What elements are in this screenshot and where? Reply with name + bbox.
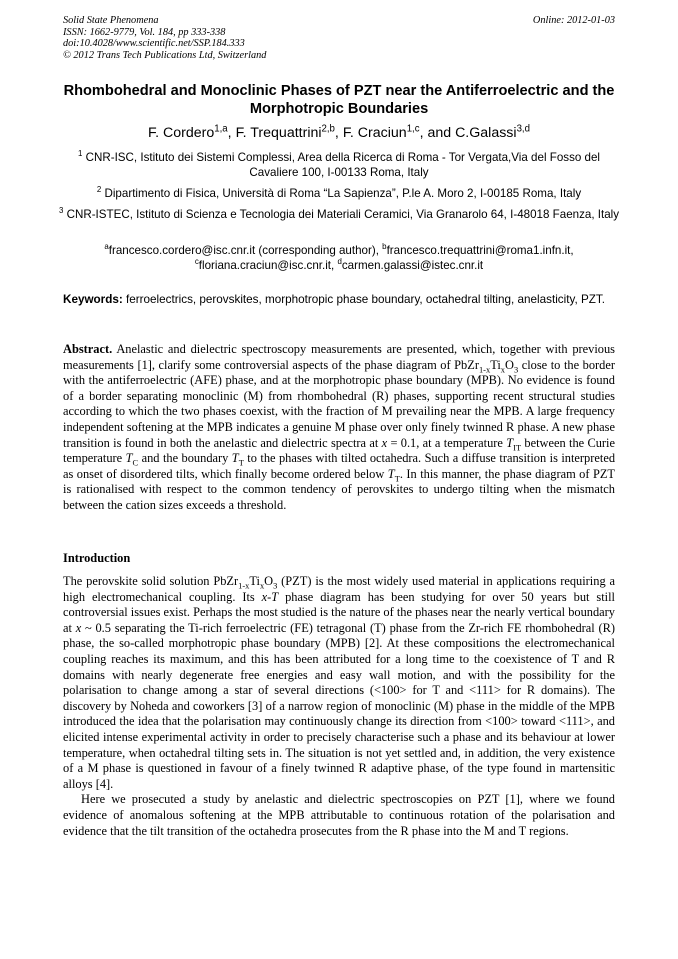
formula-sub: x	[259, 580, 265, 591]
paragraph	[63, 574, 615, 792]
doi-line[interactable]: doi:10.4028/www.scientific.net/SSP.184.333	[63, 38, 245, 50]
introduction-section	[63, 574, 615, 839]
affiliation-text: CNR-ISTEC, Istituto di Scienza e Tecnologia dei Materiali Ceramici, Via Granarolo 64, I-48018 Faenza, Italy	[66, 208, 620, 221]
formula-part: Ti	[490, 357, 501, 372]
author-affil-sup: 1,c	[406, 123, 420, 135]
email-sup: c	[194, 257, 199, 267]
abstract-text: and the boundary	[138, 451, 232, 466]
abstract-section	[63, 342, 615, 514]
keywords-section	[63, 292, 615, 307]
body-text: The perovskite solid solution PbZr	[63, 574, 239, 588]
abstract-text: between the Curie temperature	[63, 435, 615, 466]
author-name: C.Galassi	[455, 125, 517, 141]
paragraph: Here we prosecuted a study by anelastic and dielectric spectroscopies on PZT [1], where we found evidence of anomalous softening at the MPB attributable to continuous rotation of the polarisation and evidence that the tilt transition of the octahedra prosecutes from the R phase into the M and T regions.	[63, 792, 615, 838]
journal-header	[63, 15, 266, 61]
affiliation-3	[58, 207, 620, 222]
email-sup: b	[382, 242, 387, 252]
formula-sub: 1-x	[238, 580, 250, 591]
keywords-text: ferroelectrics, perovskites, morphotropic phase boundary, octahedral tilting, anelasticity, PZT.	[126, 293, 605, 306]
math-sub: T	[238, 457, 244, 468]
formula-part: O	[264, 574, 274, 588]
issn-line: ISSN: 1662-9779, Vol. 184, pp 333-338	[63, 26, 226, 38]
email-sup: d	[337, 257, 342, 267]
math-sub: IT	[513, 442, 522, 453]
abstract-text: . In this manner, the phase diagram of PZT is rationalised with respect to the common tendency of perovskites to undergo tilting when the mismatch between the cation sizes exceeds a threshold.	[63, 466, 615, 512]
formula-sub: 3	[273, 580, 278, 591]
abstract-text: close to the border with the antiferroelectric (AFE) phase, and at the morphotropic phase boundary (MPB). No evidence is found of a border separating monoclinic (M) from rhombohedral (R) phases, supporting recent structural studies according to which the two phases coexist, with the fraction of M prevailing near the MPB. A large frequency independent softening at the MPB indicates a genuine M phase over only finely twinned R phase. A new phase transition is found in both the anelastic and dielectric spectra at	[63, 357, 615, 450]
body-text: ~ 0.5 separating the Ti-rich ferroelectric (FE) tetragonal (T) phase from the Zr-rich FE rhombohedral (R) phase, the so-called morphotropic phase boundary (MPB) [2]. At these compositions the electromechanical coupling reaches its maximum, and this has been attributed for a long time to the coexistence of T and R domains with nearly degenerate free energies and easy wall motion, and with the possibility for the polarisation to change among a star of several directions (<100> for T and <111> for R domains). The discovery by Noheda and coworkers [3] of a narrow region of monoclinic (M) phase in the middle of the MPB introduced the idea that the polarisation may continuously change its direction from <100> toward <111>, and elicited intense experimental activity in order to precisely characterise such a phase and its behaviour at lower temperature, when octahedral tilting sets in. The situation is not yet settled and, in addition, the very existence of a M phase is questioned in favour of a finely twinned R adaptive phase, of the type found in martensitic alloys [4].	[63, 620, 616, 791]
email-link[interactable]: floriana.craciun@isc.cnr.it,	[198, 259, 338, 272]
formula-sub: 1-x	[478, 364, 491, 375]
affiliation-2	[58, 186, 620, 201]
author-separator: ,	[227, 125, 236, 141]
abstract-text: Anelastic and dielectric spectroscopy measurements are presented, which, together with previous measurements [1], clarify some controversial aspects of the phase diagram of PbZr	[63, 342, 616, 372]
math-var: x	[381, 435, 388, 450]
keywords-label: Keywords:	[63, 293, 123, 306]
affiliation-1	[58, 150, 620, 180]
abstract-text: = 0.1, at a temperature	[387, 435, 507, 450]
math-sub: T	[394, 473, 400, 484]
formula-part: Ti	[249, 574, 260, 588]
math-var: x-T	[261, 589, 279, 604]
author-list	[55, 124, 623, 142]
affiliation-text: CNR-ISC, Istituto dei Sistemi Complessi, Area della Ricerca di Roma - Tor Vergata,Via del Fosso del Cavaliere 100, I-00133 Roma, Italy	[85, 151, 601, 179]
math-var: T	[125, 451, 133, 466]
journal-name: Solid State Phenomena	[63, 15, 159, 26]
affiliation-number: 3	[58, 206, 64, 216]
abstract-text: to the phases with tilted octahedra. Such a diffuse transition is interpreted as onset of disordered tilts, which finally become ordered below	[63, 451, 616, 481]
email-sup: a	[104, 242, 109, 252]
formula-part: O	[504, 357, 514, 372]
email-block	[58, 243, 620, 273]
math-var: T	[506, 435, 514, 450]
math-var: T	[231, 451, 239, 466]
formula-sub: 3	[513, 364, 519, 375]
copyright-line: © 2012 Trans Tech Publications Ltd, Switzerland	[63, 49, 267, 61]
author-separator: , and	[419, 125, 456, 141]
affiliation-text: Dipartimento di Fisica, Università di Roma “La Sapienza”, P.le A. Moro 2, I-00185 Roma, Italy	[104, 187, 582, 200]
author-name: F. Craciun	[342, 125, 407, 141]
affiliation-number: 1	[77, 149, 83, 159]
introduction-heading: Introduction	[63, 551, 131, 565]
email-link[interactable]: francesco.cordero@isc.cnr.it (corresponding author),	[108, 244, 383, 257]
affiliation-number: 2	[96, 185, 102, 195]
body-text: phase diagram has been studying for over 50 years but still controversial issues exist. Perhaps the most studied is the nature of the phases near the nearly vertical boundary at	[63, 589, 615, 635]
author-name: F. Trequattrini	[235, 125, 322, 141]
math-var: x	[75, 620, 82, 635]
email-link[interactable]: francesco.trequattrini@roma1.infn.it,	[386, 244, 574, 257]
author-affil-sup: 1,a	[214, 123, 228, 135]
math-var: T	[387, 466, 395, 481]
online-date: Online: 2012-01-03	[532, 15, 615, 26]
author-affil-sup: 2,b	[321, 123, 335, 135]
author-affil-sup: 3,d	[516, 123, 530, 135]
math-sub: C	[132, 457, 139, 468]
email-link[interactable]: carmen.galassi@istec.cnr.it	[341, 259, 484, 272]
author-name: F. Cordero	[148, 125, 215, 141]
formula-sub: x	[500, 364, 505, 375]
paper-title: Rhombohedral and Monoclinic Phases of PZT near the Antiferroelectric and the Morphotropic Boundaries	[63, 83, 615, 117]
abstract-label: Abstract.	[63, 342, 113, 356]
body-text: (PZT) is the most widely used material in applications requiring a high electromechanical coupling. Its	[63, 574, 616, 604]
author-separator: ,	[334, 125, 343, 141]
